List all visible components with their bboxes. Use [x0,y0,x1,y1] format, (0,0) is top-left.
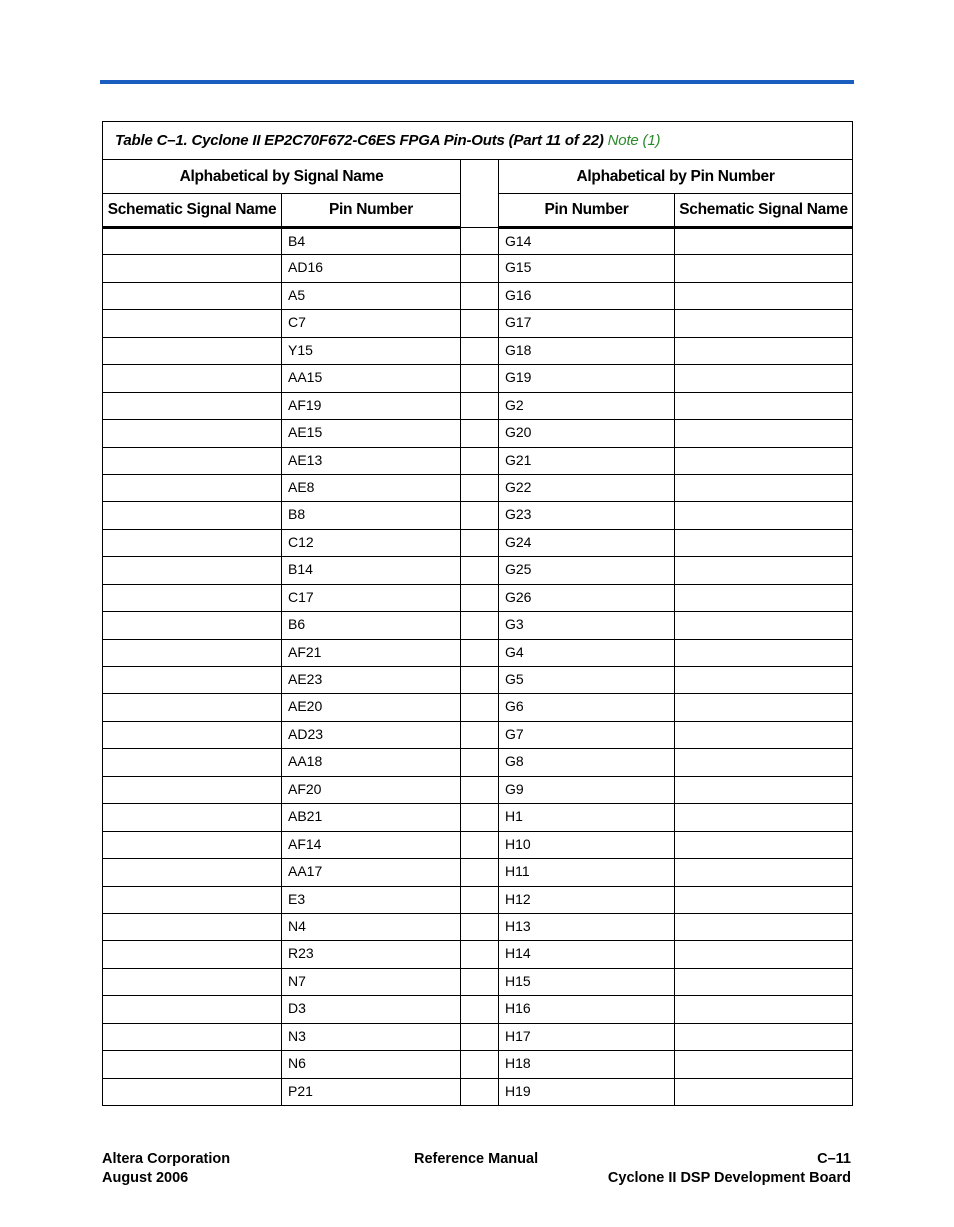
table-row [103,1078,853,1105]
table-row [103,831,853,858]
cell-signal-left [103,749,282,776]
cell-pin-left: AE8 [282,474,461,501]
cell-pin-left: AE23 [282,667,461,694]
cell-spacer [461,639,499,666]
cell-spacer [461,529,499,556]
cell-spacer [461,1051,499,1078]
footer-date: August 2006 [102,1170,189,1186]
table-row [103,749,853,776]
cell-pin-right: H1 [499,804,675,831]
cell-pin-right: G21 [499,447,675,474]
table-row [103,886,853,913]
cell-signal-right [675,420,853,447]
cell-signal-left [103,337,282,364]
table-row [103,612,853,639]
table-row [103,529,853,556]
cell-spacer [461,831,499,858]
footer-doc-type: Reference Manual [414,1151,539,1167]
cell-signal-right [675,612,853,639]
cell-signal-right [675,447,853,474]
cell-spacer [461,996,499,1023]
cell-pin-left: B6 [282,612,461,639]
col-header-signal-left: Schematic Signal Name [103,194,282,228]
cell-signal-right [675,886,853,913]
table-row [103,584,853,611]
cell-spacer [461,804,499,831]
footer-center [414,1150,538,1169]
cell-signal-left [103,502,282,529]
cell-signal-right [675,282,853,309]
cell-pin-right: G14 [499,228,675,255]
cell-spacer [461,365,499,392]
cell-pin-left: AF21 [282,639,461,666]
cell-signal-left [103,831,282,858]
cell-spacer [461,1078,499,1105]
table-row [103,941,853,968]
table-caption-text: Table C–1. Cyclone II EP2C70F672-C6ES FPGA Pin-Outs (Part 11 of 22) [115,132,604,149]
table-row [103,474,853,501]
cell-pin-right: H10 [499,831,675,858]
cell-pin-left: C7 [282,310,461,337]
cell-pin-left: D3 [282,996,461,1023]
cell-pin-right: G24 [499,529,675,556]
cell-pin-right: H15 [499,968,675,995]
cell-pin-left: E3 [282,886,461,913]
cell-signal-left [103,721,282,748]
table-row [103,721,853,748]
cell-signal-left [103,776,282,803]
cell-signal-right [675,996,853,1023]
cell-signal-right [675,831,853,858]
cell-spacer [461,859,499,886]
footer-page-number: C–11 [817,1151,851,1167]
table-row [103,776,853,803]
cell-signal-right [675,639,853,666]
cell-signal-right [675,859,853,886]
cell-signal-left [103,1023,282,1050]
cell-pin-left: AF20 [282,776,461,803]
table-row [103,420,853,447]
cell-signal-right [675,365,853,392]
cell-pin-right: G7 [499,721,675,748]
cell-signal-left [103,667,282,694]
cell-pin-left: N7 [282,968,461,995]
cell-signal-left [103,392,282,419]
table-note-link[interactable]: Note (1) [607,132,661,149]
cell-spacer [461,776,499,803]
footer-doc-title: Cyclone II DSP Development Board [607,1170,851,1186]
cell-signal-right [675,804,853,831]
table-row [103,667,853,694]
cell-signal-left [103,255,282,282]
cell-signal-left [103,886,282,913]
col-header-pin-right: Pin Number [499,194,675,228]
cell-pin-left: AE15 [282,420,461,447]
cell-pin-right: G9 [499,776,675,803]
table-row [103,859,853,886]
table-row [103,913,853,940]
cell-pin-left: AA15 [282,365,461,392]
col-header-pin-left: Pin Number [282,194,461,228]
table-row [103,639,853,666]
cell-signal-right [675,228,853,255]
cell-signal-right [675,721,853,748]
cell-spacer [461,282,499,309]
cell-pin-left: AD23 [282,721,461,748]
table-row [103,557,853,584]
cell-pin-left: AA18 [282,749,461,776]
cell-spacer [461,749,499,776]
group-header-pin: Alphabetical by Pin Number [499,160,853,194]
cell-pin-left: B8 [282,502,461,529]
cell-pin-left: N3 [282,1023,461,1050]
cell-pin-right: G25 [499,557,675,584]
cell-pin-left: AE13 [282,447,461,474]
cell-signal-left [103,474,282,501]
cell-signal-right [675,392,853,419]
cell-pin-right: H13 [499,913,675,940]
cell-spacer [461,255,499,282]
cell-signal-right [675,255,853,282]
cell-pin-right: G17 [499,310,675,337]
cell-signal-left [103,420,282,447]
cell-signal-left [103,228,282,255]
table-caption [103,122,853,160]
cell-pin-right: H14 [499,941,675,968]
cell-pin-right: H16 [499,996,675,1023]
cell-pin-left: N4 [282,913,461,940]
cell-pin-left: P21 [282,1078,461,1105]
cell-pin-right: G19 [499,365,675,392]
group-header-signal: Alphabetical by Signal Name [103,160,461,194]
header-rule [100,80,854,84]
cell-signal-left [103,1051,282,1078]
table-body [103,228,853,1106]
cell-pin-right: H12 [499,886,675,913]
cell-pin-left: B4 [282,228,461,255]
cell-signal-right [675,968,853,995]
cell-signal-right [675,749,853,776]
col-header-signal-right: Schematic Signal Name [675,194,853,228]
cell-pin-right: G8 [499,749,675,776]
table-row [103,228,853,255]
cell-spacer [461,228,499,255]
cell-spacer [461,941,499,968]
cell-signal-right [675,474,853,501]
table-row [103,337,853,364]
cell-spacer [461,474,499,501]
cell-signal-left [103,529,282,556]
cell-signal-left [103,557,282,584]
cell-pin-right: G20 [499,420,675,447]
cell-signal-right [675,584,853,611]
cell-signal-right [675,1023,853,1050]
cell-spacer [461,392,499,419]
cell-pin-left: A5 [282,282,461,309]
cell-pin-right: G22 [499,474,675,501]
cell-signal-left [103,310,282,337]
cell-pin-left: AA17 [282,859,461,886]
cell-signal-left [103,584,282,611]
cell-pin-left: AF14 [282,831,461,858]
table-row [103,447,853,474]
table-row [103,804,853,831]
cell-signal-right [675,941,853,968]
table-row [103,282,853,309]
table-row [103,996,853,1023]
cell-spacer [461,694,499,721]
table-row [103,1023,853,1050]
cell-signal-left [103,282,282,309]
table-row [103,694,853,721]
table-row [103,502,853,529]
cell-signal-left [103,941,282,968]
cell-signal-left [103,996,282,1023]
cell-pin-right: G3 [499,612,675,639]
footer-company: Altera Corporation [102,1151,231,1167]
cell-spacer [461,1023,499,1050]
cell-signal-right [675,1051,853,1078]
cell-spacer [461,447,499,474]
cell-signal-left [103,804,282,831]
table-row [103,1051,853,1078]
cell-pin-left: AE20 [282,694,461,721]
cell-spacer [461,310,499,337]
cell-spacer [461,420,499,447]
table-row [103,365,853,392]
cell-pin-right: G5 [499,667,675,694]
cell-pin-left: C17 [282,584,461,611]
cell-signal-right [675,502,853,529]
cell-spacer [461,557,499,584]
cell-pin-left: N6 [282,1051,461,1078]
cell-signal-right [675,557,853,584]
cell-pin-right: G4 [499,639,675,666]
cell-spacer [461,886,499,913]
cell-pin-right: H17 [499,1023,675,1050]
cell-spacer [461,337,499,364]
cell-pin-right: H11 [499,859,675,886]
table-row [103,310,853,337]
cell-pin-right: G2 [499,392,675,419]
table-row [103,968,853,995]
cell-pin-right: G26 [499,584,675,611]
cell-signal-left [103,968,282,995]
cell-spacer [461,913,499,940]
cell-pin-left: Y15 [282,337,461,364]
cell-pin-left: AF19 [282,392,461,419]
cell-signal-right [675,694,853,721]
pin-out-table [102,121,853,1106]
cell-signal-right [675,1078,853,1105]
cell-signal-right [675,667,853,694]
cell-spacer [461,968,499,995]
cell-signal-left [103,694,282,721]
cell-spacer [461,612,499,639]
footer-left [102,1150,230,1188]
cell-signal-left [103,612,282,639]
cell-pin-left: AD16 [282,255,461,282]
cell-pin-left: C12 [282,529,461,556]
cell-signal-left [103,859,282,886]
cell-pin-left: AB21 [282,804,461,831]
cell-signal-left [103,639,282,666]
table-row [103,255,853,282]
cell-signal-right [675,776,853,803]
cell-signal-right [675,913,853,940]
cell-pin-right: G6 [499,694,675,721]
cell-spacer [461,721,499,748]
cell-pin-left: R23 [282,941,461,968]
cell-pin-right: H18 [499,1051,675,1078]
table-row [103,392,853,419]
cell-signal-left [103,913,282,940]
cell-spacer [461,667,499,694]
cell-signal-left [103,365,282,392]
cell-signal-right [675,337,853,364]
cell-signal-right [675,529,853,556]
cell-pin-right: H19 [499,1078,675,1105]
cell-signal-right [675,310,853,337]
cell-pin-left: B14 [282,557,461,584]
cell-signal-left [103,1078,282,1105]
footer-right [608,1150,851,1188]
cell-pin-right: G18 [499,337,675,364]
cell-spacer [461,502,499,529]
column-spacer [461,160,499,228]
cell-pin-right: G16 [499,282,675,309]
cell-spacer [461,584,499,611]
cell-pin-right: G15 [499,255,675,282]
cell-signal-left [103,447,282,474]
cell-pin-right: G23 [499,502,675,529]
